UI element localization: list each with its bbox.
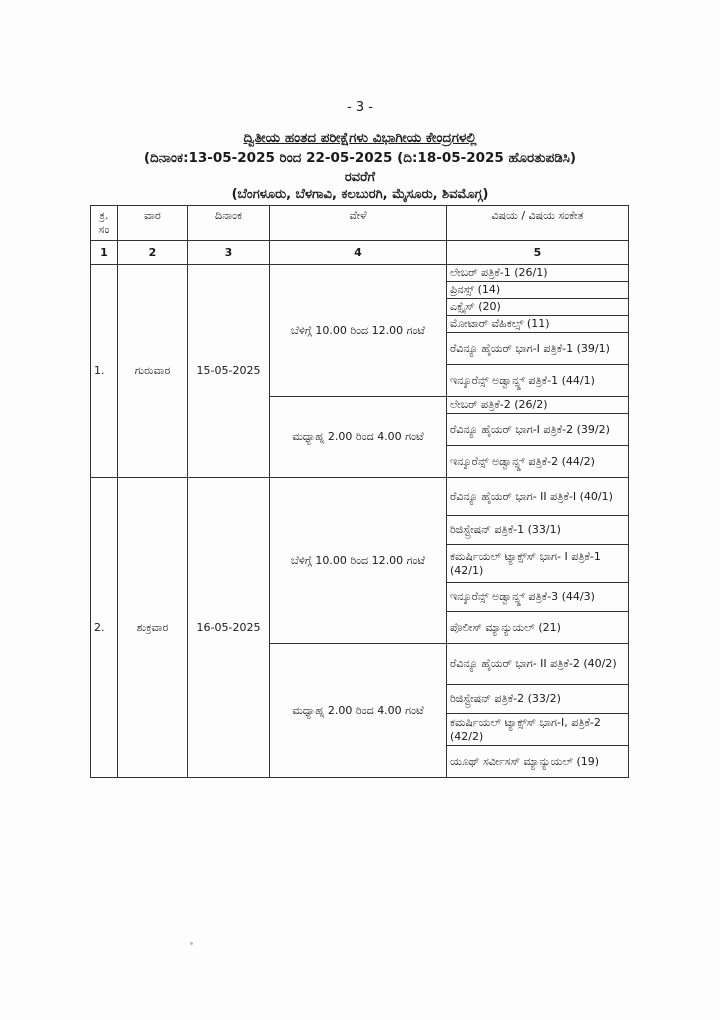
subject-cell: ರಿಜಿಸ್ಟ್ರೇಷನ್ ಪತ್ರಿಕೆ-1 (33/1) xyxy=(447,516,629,545)
col-header-sl: ಕ್ರ. ಸಂ xyxy=(91,206,118,241)
heading-line-1 xyxy=(0,130,720,146)
serial-number: 2. xyxy=(91,478,118,778)
page-number: - 3 - xyxy=(347,100,373,115)
col-number: 4 xyxy=(270,241,447,265)
subject-cell: ಲೇಬರ್ ಪತ್ರಿಕೆ-2 (26/2) xyxy=(447,397,629,414)
col-number: 5 xyxy=(447,241,629,265)
heading-line-4: (ಬೆಂಗಳೂರು, ಬೆಳಗಾವಿ, ಕಲಬುರಗಿ, ಮೈಸೂರು, ಶಿವಮೊಗ್ಗ) xyxy=(231,187,489,202)
scan-speck xyxy=(190,942,193,945)
table-row xyxy=(91,265,629,282)
subject-cell: ಕಮರ್ಷಿಯಲ್ ಟ್ಯಾಕ್ಸ್‌ಸ್ ಭಾಗ-I, ಪತ್ರಿಕೆ-2 (42/2) xyxy=(447,714,629,746)
subject-cell: ಇನ್ಶೂರೆನ್ಸ್ ಅಡ್ವಾನ್ಸ್ಡ್ ಪತ್ರಿಕೆ-3 (44/3) xyxy=(447,583,629,612)
subject-cell: ರೆವಿನ್ಯೂ ಹೈಯರ್ ಭಾಗ-I ಪತ್ರಿಕೆ-1 (39/1) xyxy=(447,333,629,365)
subject-cell: ಇನ್ಶೂರೆನ್ಸ್ ಅಡ್ವಾನ್ಸ್ಡ್ ಪತ್ರಿಕೆ-2 (44/2) xyxy=(447,446,629,478)
subject-cell: ಮೋಟಾರ್ ವೆಹಿಕಲ್ಸ್ (11) xyxy=(447,316,629,333)
col-header-date: ದಿನಾಂಕ xyxy=(188,206,270,241)
heading-line-2: (ದಿನಾಂಕ:13-05-2025 ರಿಂದ 22-05-2025 (ದಿ:18-05-2025 ಹೊರತುಪಡಿಸಿ) xyxy=(143,150,577,166)
subject-cell: ಇನ್ಶೂರೆನ್ಸ್ ಅಡ್ವಾನ್ಸ್ಡ್ ಪತ್ರಿಕೆ-1 (44/1) xyxy=(447,365,629,397)
col-number: 1 xyxy=(91,241,118,265)
date-cell: 16-05-2025 xyxy=(188,478,270,778)
time-cell: ಮಧ್ಯಾಹ್ನ 2.00 ರಿಂದ 4.00 ಗಂಟೆ xyxy=(270,397,447,478)
time-cell: ಬೆಳಿಗ್ಗೆ 10.00 ರಿಂದ 12.00 ಗಂಟೆ xyxy=(270,265,447,397)
header-row xyxy=(91,206,629,241)
subject-cell: ಕಮರ್ಷಿಯಲ್ ಟ್ಯಾಕ್ಸ್‌ಸ್ ಭಾಗ- I ಪತ್ರಿಕೆ-1 (42/1) xyxy=(447,545,629,583)
subject-cell: ಲೇಬರ್ ಪತ್ರಿಕೆ-1 (26/1) xyxy=(447,265,629,282)
date-cell: 15-05-2025 xyxy=(188,265,270,478)
subject-cell: ಪೊಲೀಸ್ ಮ್ಯಾನ್ಯುಯಲ್ (21) xyxy=(447,612,629,644)
subject-cell: ರೆವಿನ್ಯೂ ಹೈಯರ್ ಭಾಗ- II ಪತ್ರಿಕೆ-2 (40/2) xyxy=(447,644,629,685)
col-number: 3 xyxy=(188,241,270,265)
time-cell: ಬೆಳಿಗ್ಗೆ 10.00 ರಿಂದ 12.00 ಗಂಟೆ xyxy=(270,478,447,644)
subject-cell: ರೆವಿನ್ಯೂ ಹೈಯರ್ ಭಾಗ- II ಪತ್ರಿಕೆ-I (40/1) xyxy=(447,478,629,516)
serial-number: 1. xyxy=(91,265,118,478)
col-number: 2 xyxy=(118,241,188,265)
subject-cell: ರಿಜಿಸ್ಟ್ರೇಷನ್ ಪತ್ರಿಕೆ-2 (33/2) xyxy=(447,685,629,714)
col-header-day: ವಾರ xyxy=(118,206,188,241)
heading-line-3: ರವರೆಗೆ xyxy=(344,170,376,185)
subject-cell: ಪ್ರಿನಸ್ಸ್ (14) xyxy=(447,282,629,299)
column-number-row xyxy=(91,241,629,265)
heading-line-1-text: ದ್ವಿತೀಯ ಹಂತದ ಪರೀಕ್ಷೆಗಳು ವಿಭಾಗೀಯ ಕೇಂದ್ರಗಳಲ್ಲಿ xyxy=(243,130,477,146)
subject-cell: ಯೂಥ್ ಸರ್ವೀಸಸ್ ಮ್ಯಾನ್ಯುಯಲ್ (19) xyxy=(447,746,629,778)
col-header-time: ವೇಳೆ xyxy=(270,206,447,241)
exam-schedule-table xyxy=(90,205,629,778)
table-row xyxy=(91,478,629,516)
day-cell: ಶುಕ್ರವಾರ xyxy=(118,478,188,778)
time-cell: ಮಧ್ಯಾಹ್ನ 2.00 ರಿಂದ 4.00 ಗಂಟೆ xyxy=(270,644,447,778)
day-cell: ಗುರುವಾರ xyxy=(118,265,188,478)
subject-cell: ರೆವಿನ್ಯೂ ಹೈಯರ್ ಭಾಗ-I ಪತ್ರಿಕೆ-2 (39/2) xyxy=(447,414,629,446)
col-header-subject: ವಿಷಯ / ವಿಷಯ ಸಂಕೇತ xyxy=(447,206,629,241)
subject-cell: ಎಕ್ಸೈಸ್ (20) xyxy=(447,299,629,316)
